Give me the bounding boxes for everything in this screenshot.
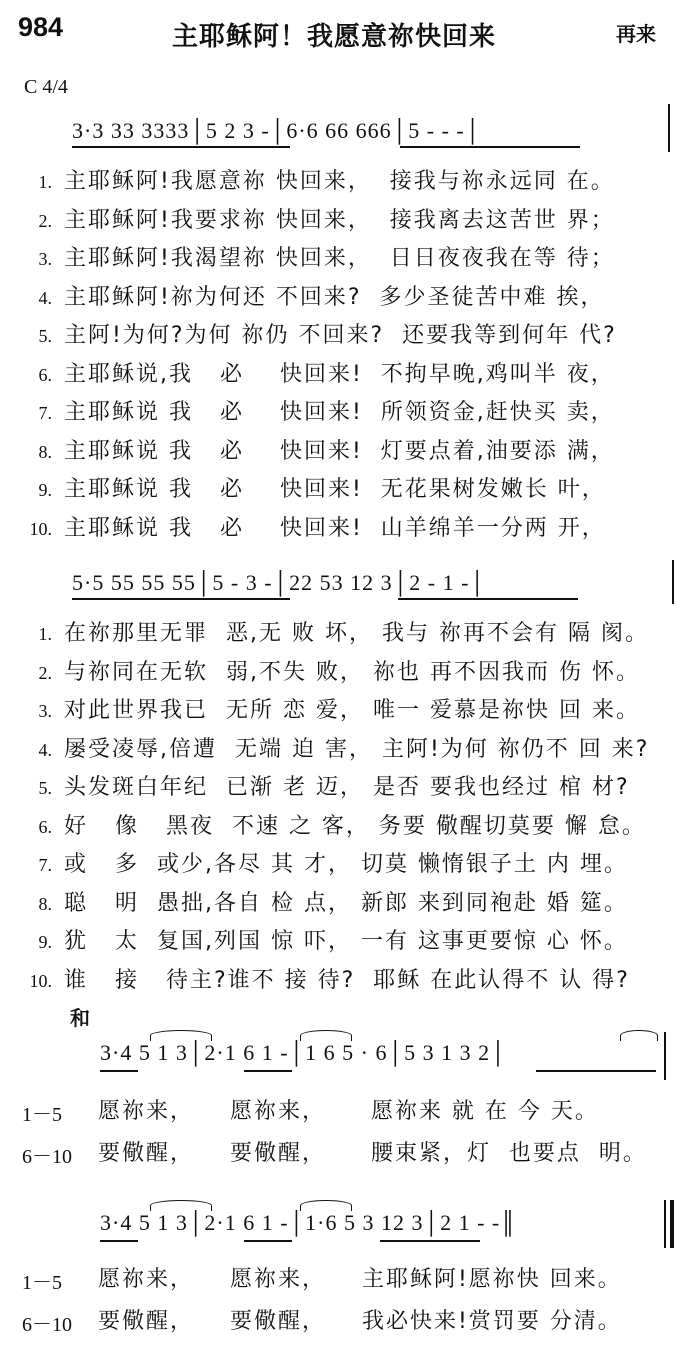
bar-line: [672, 560, 674, 604]
verse-text: 与祢同在无软 弱,不失 败， 祢也 再不因我而 伤 怀。: [64, 659, 640, 685]
verse-text: 在祢那里无罪 恶,无 败 坏， 我与 祢再不会有 隔 阂。: [64, 621, 649, 646]
hymn-number: 984: [18, 12, 64, 42]
verse-row: [0, 882, 700, 918]
verse-text: 或 多 或少,各尽 其 才， 切莫 懒惰银子土 内 埋。: [64, 852, 628, 877]
chorus-line-text: 要儆醒， 要儆醒， 我必快来!赏罚要 分清。: [98, 1309, 622, 1334]
bar-line: [664, 1032, 666, 1080]
melody-line-2: 5·5 55 55 55│5 - 3 -│22 53 12 3│2 - 1 -│: [72, 570, 486, 595]
verse-text: 主耶稣说 我 必 快回来! 所领资金,赶快买 卖，: [64, 400, 615, 425]
verse-number: 4.: [38, 739, 52, 760]
chorus-line-text: 愿祢来， 愿祢来， 愿祢来 就 在 今 天。: [98, 1099, 599, 1124]
beam-line: [536, 1070, 656, 1072]
verse-text: 主耶稣阿!我渴望祢 快回来， 日日夜夜我在等 待；: [64, 246, 615, 271]
beam-line: [244, 1070, 292, 1072]
verse-row: [0, 689, 700, 725]
verse-number: 6.: [38, 364, 52, 385]
verse-row: [0, 766, 700, 802]
verse-text: 主耶稣说 我 必 快回来! 无花果树发嫩长 叶，: [64, 477, 606, 502]
slur-mark: [300, 1030, 352, 1041]
verse-row: [0, 391, 700, 427]
verse-row: [0, 805, 700, 841]
verse-text: 谁 接 待主?谁不 接 待? 耶稣 在此认得不 认 得?: [64, 967, 630, 993]
verse-row: [0, 843, 700, 879]
chorus-line-b1: [0, 1256, 700, 1292]
verse-row: [0, 612, 700, 648]
beam-line: [100, 1240, 138, 1242]
hymn-category: 再来: [616, 22, 656, 46]
verse-number: 10.: [29, 518, 52, 539]
verse-number: 5.: [38, 326, 52, 346]
verse-number: 9.: [38, 932, 52, 952]
slur-mark: [150, 1030, 212, 1041]
verse-number: 5.: [38, 778, 52, 798]
chorus-line-text: 愿祢来， 愿祢来， 主耶稣阿!愿祢快 回来。: [98, 1267, 622, 1292]
chorus-line-number: 1－5: [22, 1104, 62, 1126]
verse-number: 3.: [38, 701, 52, 721]
beam-line: [100, 1070, 138, 1072]
verse-text: 主耶稣说,我 必 快回来! 不拘早晚,鸡叫半 夜，: [64, 361, 615, 387]
beam-line: [72, 598, 290, 600]
verse-number: 1.: [38, 624, 52, 644]
chorus-line-number: 6－10: [22, 1314, 72, 1336]
verse-text: 犹 太 复国,列国 惊 吓， 一有 这事更要惊 心 怀。: [64, 929, 628, 954]
beam-line: [380, 1240, 480, 1242]
verse-number: 7.: [38, 403, 52, 423]
verse-number: 9.: [38, 480, 52, 500]
bar-line: [664, 1200, 666, 1248]
chorus-line-a2: [0, 1130, 700, 1166]
verse-text: 主耶稣阿!祢为何还 不回来? 多少圣徒苦中难 挨，: [64, 284, 605, 310]
verse-row: [0, 468, 700, 504]
verse-number: 10.: [29, 970, 52, 991]
verse-text: 聪 明 愚拙,各自 检 点， 新郎 来到同袍赴 婚 筵。: [64, 890, 628, 916]
verse-row: [0, 276, 700, 312]
chorus-line-text: 要儆醒， 要儆醒， 腰束紧，灯 也要点 明。: [98, 1141, 647, 1166]
verse-row: [0, 651, 700, 687]
slur-mark: [300, 1200, 352, 1211]
key-signature: C 4/4: [24, 76, 68, 98]
melody-line-4: 3·4 5 1 3│2·1 6 1 -│1·6 5 3 12 3│2 1 - -║: [100, 1210, 517, 1235]
verse-row: [0, 920, 700, 956]
verse-text: 主耶稣阿!我愿意祢 快回来， 接我与祢永远同 在。: [64, 169, 615, 194]
verse-number: 7.: [38, 855, 52, 875]
verse-text: 主阿!为何?为何 祢仍 不回来? 还要我等到何年 代?: [64, 323, 617, 348]
verse-row: [0, 314, 700, 350]
page-header: [0, 12, 700, 52]
slur-mark: [620, 1030, 658, 1041]
verse-row: [0, 507, 700, 543]
chorus-label: 和: [70, 1006, 90, 1030]
verse-text: 对此世界我已 无所 恋 爱， 唯一 爱慕是祢快 回 来。: [64, 698, 640, 723]
verse-number: 2.: [38, 210, 52, 231]
verse-number: 3.: [38, 249, 52, 269]
melody-line-1: 3·3 33 3333│5 2 3 -│6·6 66 666│5 - - -│: [72, 118, 482, 143]
verse-number: 1.: [38, 172, 52, 192]
beam-line: [398, 598, 578, 600]
verse-text: 头发斑白年纪 已渐 老 迈， 是否 要我也经过 棺 材?: [64, 775, 630, 800]
chorus-line-number: 6－10: [22, 1146, 72, 1168]
verse-text: 主耶稣说 我 必 快回来! 山羊绵羊一分两 开，: [64, 515, 606, 541]
verse-row: [0, 160, 700, 196]
beam-line: [400, 146, 580, 148]
verse-row: [0, 959, 700, 995]
verse-text: 好 像 黑夜 不速 之 客， 务要 儆醒切莫要 懈 怠。: [64, 813, 646, 839]
melody-line-3: 3·4 5 1 3│2·1 6 1 -│1 6 5 · 6│5 3 1 3 2│: [100, 1040, 507, 1065]
verse-number: 8.: [38, 893, 52, 914]
verse-row: [0, 353, 700, 389]
final-bar-line: [670, 1200, 674, 1248]
chorus-line-b2: [0, 1298, 700, 1334]
verse-number: 4.: [38, 287, 52, 308]
verse-number: 6.: [38, 816, 52, 837]
verse-row: [0, 237, 700, 273]
verse-row: [0, 728, 700, 764]
chorus-line-number: 1－5: [22, 1272, 62, 1294]
beam-line: [72, 146, 290, 148]
bar-line: [668, 104, 670, 152]
hymn-title: 主耶稣阿！我愿意祢快回来: [172, 22, 497, 52]
slur-mark: [150, 1200, 212, 1211]
verse-text: 主耶稣说 我 必 快回来! 灯要点着,油要添 满，: [64, 438, 615, 464]
verse-number: 2.: [38, 662, 52, 683]
verse-row: [0, 430, 700, 466]
verse-text: 主耶稣阿!我要求祢 快回来， 接我离去这苦世 界；: [64, 207, 615, 233]
verse-text: 屡受凌辱,倍遭 无端 迫 害， 主阿!为何 祢仍不 回 来?: [64, 736, 650, 762]
beam-line: [244, 1240, 292, 1242]
verse-number: 8.: [38, 441, 52, 462]
chorus-line-a1: [0, 1088, 700, 1124]
verse-row: [0, 199, 700, 235]
